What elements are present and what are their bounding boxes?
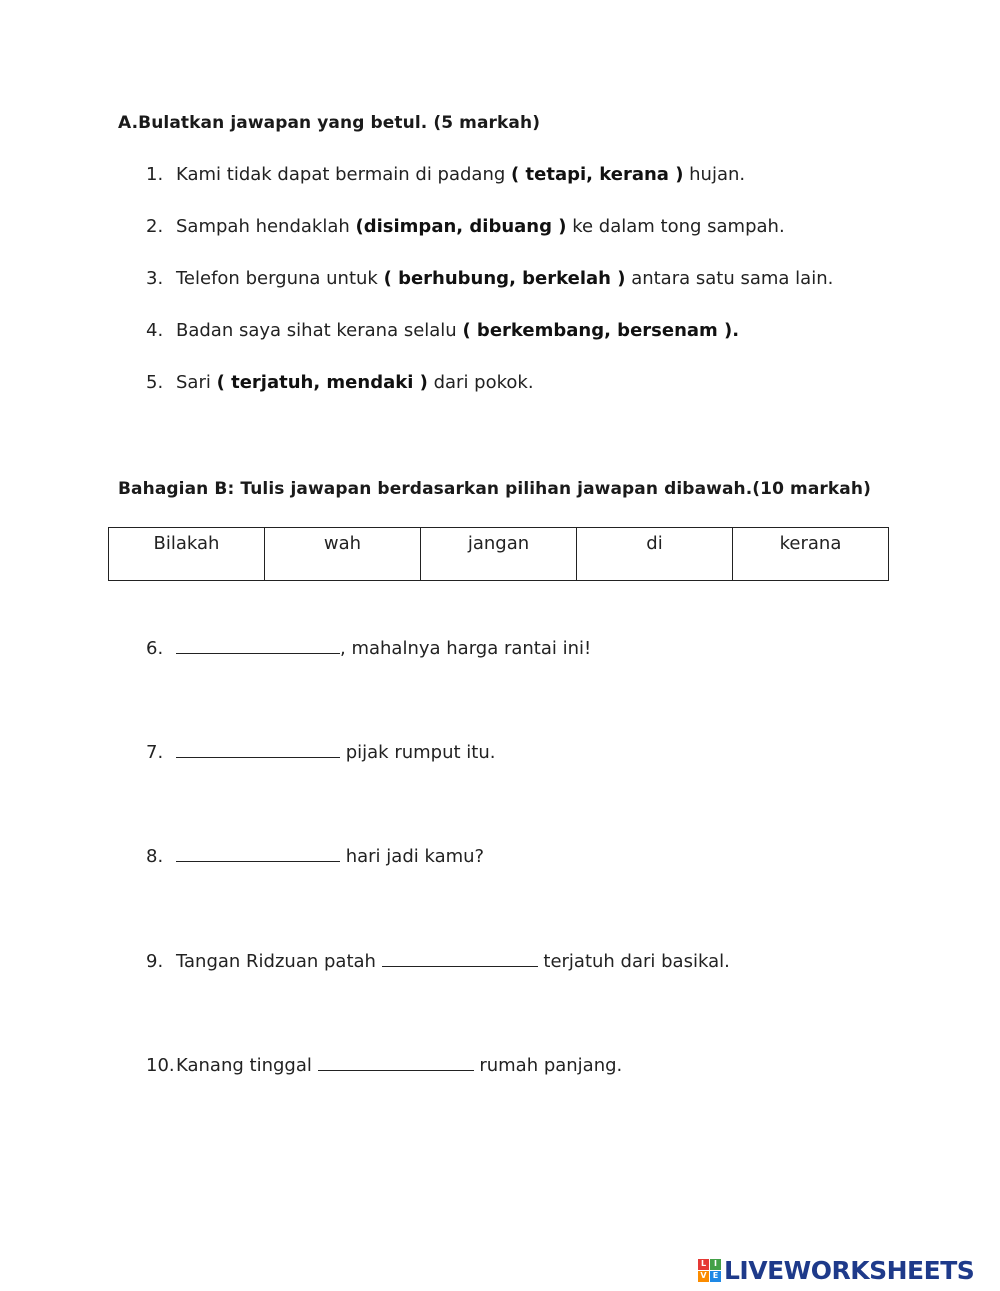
question-text-end: rumah panjang. <box>473 1055 623 1076</box>
logo-text: LIVEWORKSHEETS <box>724 1255 975 1285</box>
question-3 <box>146 268 833 289</box>
question-number: 7. <box>146 742 164 763</box>
section-a-heading: A.Bulatkan jawapan yang betul. (5 markah) <box>118 113 541 133</box>
question-number: 1. <box>146 164 164 185</box>
question-9 <box>146 950 730 972</box>
question-number: 5. <box>146 372 164 393</box>
logo-mark-icon <box>698 1259 721 1282</box>
question-number: 4. <box>146 320 164 341</box>
question-text: Kami tidak dapat bermain di padang <box>176 164 512 185</box>
question-4 <box>146 320 739 341</box>
answer-blank[interactable] <box>176 741 340 758</box>
question-number: 10. <box>146 1055 175 1076</box>
word-choices-table <box>108 527 889 581</box>
question-text-end: , mahalnya harga rantai ini! <box>340 638 592 659</box>
question-6 <box>146 637 591 659</box>
question-text-end: ke dalam tong sampah. <box>566 216 785 237</box>
question-text-end: antara satu sama lain. <box>625 268 834 289</box>
question-1 <box>146 164 745 185</box>
answer-choices[interactable]: ( tetapi, kerana ) <box>511 164 684 185</box>
answer-choices[interactable]: ( berkembang, bersenam ). <box>462 320 740 341</box>
question-text: Kanang tinggal <box>176 1055 318 1076</box>
question-number: 2. <box>146 216 164 237</box>
question-text-end: pijak rumput itu. <box>340 742 496 763</box>
question-text: Badan saya sihat kerana selalu <box>176 320 463 341</box>
question-10 <box>146 1054 622 1076</box>
question-number: 9. <box>146 951 164 972</box>
logo-mark-letter: E <box>710 1271 721 1282</box>
answer-choices[interactable]: (disimpan, dibuang ) <box>355 216 567 237</box>
answer-choices[interactable]: ( berhubung, berkelah ) <box>383 268 626 289</box>
word-choice: Bilakah <box>109 528 265 581</box>
question-2 <box>146 216 785 237</box>
question-text: Telefon berguna untuk <box>176 268 384 289</box>
answer-blank[interactable] <box>382 950 538 967</box>
question-text-end: hari jadi kamu? <box>340 846 485 867</box>
answer-blank[interactable] <box>318 1054 474 1071</box>
answer-choices[interactable]: ( terjatuh, mendaki ) <box>216 372 428 393</box>
word-choice: di <box>577 528 733 581</box>
question-8 <box>146 845 484 867</box>
question-7 <box>146 741 495 763</box>
logo-mark-letter: I <box>710 1259 721 1270</box>
section-b-heading: Bahagian B: Tulis jawapan berdasarkan pilihan jawapan dibawah.(10 markah) <box>118 479 871 499</box>
answer-blank[interactable] <box>176 845 340 862</box>
word-choice: kerana <box>733 528 889 581</box>
logo-mark-letter: V <box>698 1271 709 1282</box>
question-text: Sampah hendaklah <box>176 216 356 237</box>
word-choice: wah <box>265 528 421 581</box>
question-number: 6. <box>146 638 164 659</box>
question-text-end: dari pokok. <box>427 372 534 393</box>
question-number: 3. <box>146 268 164 289</box>
question-text-end: terjatuh dari basikal. <box>537 951 730 972</box>
question-5 <box>146 372 534 393</box>
answer-blank[interactable] <box>176 637 340 654</box>
word-choice: jangan <box>421 528 577 581</box>
question-text: Tangan Ridzuan patah <box>176 951 382 972</box>
liveworksheets-logo <box>698 1254 974 1286</box>
question-text-end: hujan. <box>683 164 746 185</box>
question-text: Sari <box>176 372 217 393</box>
logo-mark-letter: L <box>698 1259 709 1270</box>
question-number: 8. <box>146 846 164 867</box>
